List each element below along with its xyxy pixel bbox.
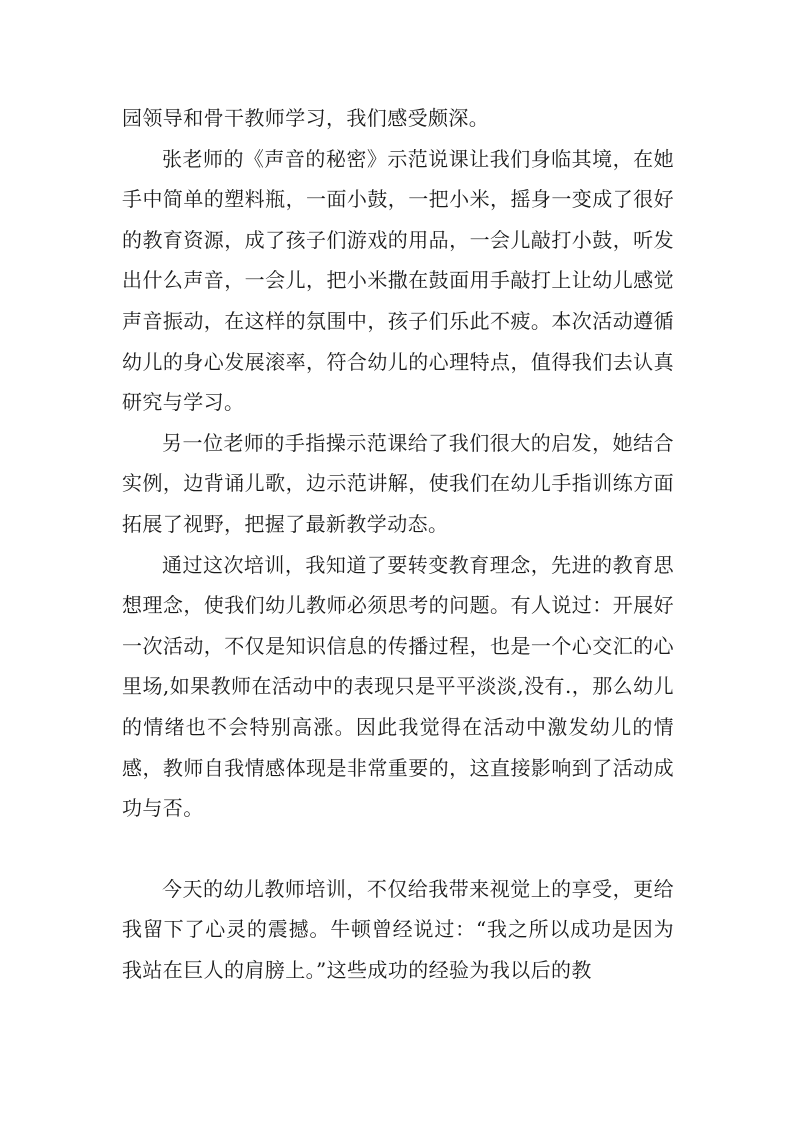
paragraph-conclusion: 今天的幼儿教师培训，不仅给我带来视觉上的享受，更给我留下了心灵的震撼。牛顿曾经说过：“我之所以成功是因为我站在巨人的肩膀上。”这些成功的经验为我以后的教 [122, 876, 674, 982]
paragraph-finger-exercise: 另一位老师的手指操示范课给了我们很大的启发，她结合实例，边背诵儿歌，边示范讲解，使我们在幼儿手指训练方面拓展了视野，把握了最新教学动态。 [122, 430, 674, 536]
paragraph-gap [122, 829, 674, 869]
paragraph-training-reflection: 通过这次培训，我知道了要转变教育理念，先进的教育思想理念，使我们幼儿教师必须思考的问题。有人说过：开展好一次活动，不仅是知识信息的传播过程，也是一个心交汇的心里场,如果教师在活动中的表现只是平平淡淡,没有.，那么幼儿的情绪也不会特别高涨。因此我觉得在活动中激发幼儿的情感，教师自我情感体现是非常重要的，这直接影响到了活动成功与否。 [122, 552, 674, 821]
document-body [122, 98, 674, 990]
paragraph-demo-lesson: 张老师的《声音的秘密》示范说课让我们身临其境，在她手中简单的塑料瓶，一面小鼓，一把小米，摇身一变成了很好的教育资源，成了孩子们游戏的用品，一会儿敲打小鼓，听发出什么声音，一会儿，把小米撒在鼓面用手敲打上让幼儿感觉声音振动，在这样的氛围中，孩子们乐此不疲。本次活动遵循幼儿的身心发展滚率，符合幼儿的心理特点，值得我们去认真研究与学习。 [122, 146, 674, 415]
paragraph-continuation: 园领导和骨干教师学习，我们感受颇深。 [122, 106, 490, 130]
